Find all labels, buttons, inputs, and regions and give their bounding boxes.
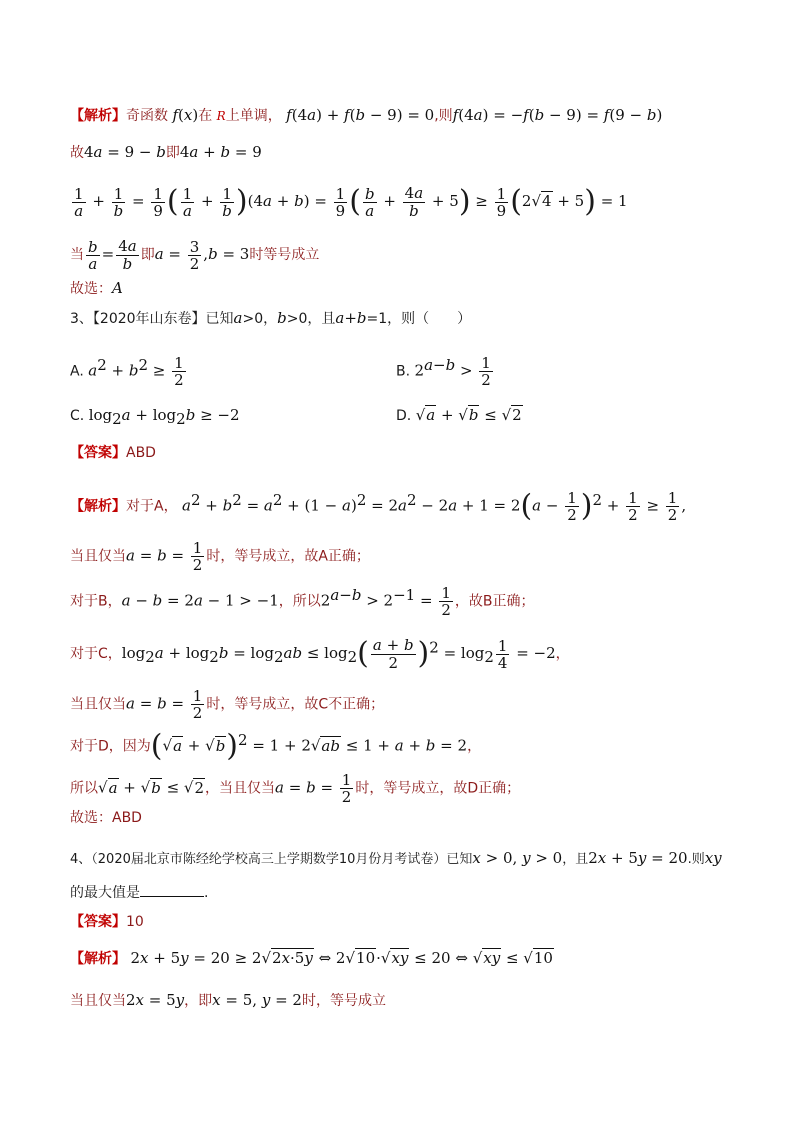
option-b: B. $2^{a-b}$ > $\frac{1}{2}$ — [396, 354, 491, 390]
solution-4-eq: 当且仅当2x = 5y，即x = 5, y = 2时，等号成立 — [70, 991, 386, 1009]
analysis-tag: 【解析】 — [70, 108, 126, 124]
answer-blank — [140, 882, 204, 897]
option-d: D. √a + √b ≤ √2 — [396, 406, 522, 424]
solution-4: 【解析】 2x + 5y = 20 ≥ 2√2x·5y ⇔ 2√10·√xy ≤ 20 ⇔ √xy ≤ √10 — [70, 949, 553, 967]
solution-d-so: 所以√a + √b ≤ √2，当且仅当a = b = $\frac{1}{2}$ 时，等号成立，故D正确； — [70, 771, 521, 806]
solution-c: 对于C，$\log_2a + \log_2b = \log_2ab \le \log_2$( $\frac{a + b}{2}$ )$^2 = \log_2$ $\frac{1}{4}$ = −2， — [70, 636, 570, 672]
solution-a-eq: 当且仅当a = b = $\frac{1}{2}$ 时，等号成立，故A正确； — [70, 539, 370, 574]
analysis-line-5: 故选：A — [70, 279, 123, 297]
analysis-line-3: $\frac{1}{a}$ + $\frac{1}{b}$ = $\frac{1}{9}$ ( $\frac{1}{a}$ + $\frac{1}{b}$ )(4a + b) = $\frac{1}{9}$ ( $\frac{b}{a}$ + $\frac{4a}{b}$ + 5) ≥ $\frac{1}{9}$ (2√4 + 5) = 1 — [74, 184, 628, 220]
solution-a: 【解析】对于A， $a^2 + b^2 = a^2 + (1 - a)^2 = 2a^2 - 2a + 1 = 2(a$ − $\frac{1}{2}$ )$^2$ + $\frac{1}{2}$ ≥ $\frac{1}{2}$ , — [70, 488, 687, 525]
solution-b: 对于B，a − b = 2a − 1 > −1，所以$2^{a-b} > 2^{-1}$ = $\frac{1}{2}$ ，故B正确； — [70, 584, 535, 620]
question-3-header: 3、【2020年山东卷】已知a>0，b>0，且a+b=1，则（ ） — [70, 309, 472, 327]
question-4-header: 4、（2020届北京市陈经纶学校高三上学期数学10月份月考试卷）已知x > 0, y > 0，且2x + 5y = 20.则xy — [70, 849, 722, 867]
solution-d: 对于D，因为$(√a + √b)^2 = 1 + 2√ab \le 1 + a + b = 2$， — [70, 728, 482, 764]
solution-c-eq: 当且仅当a = b = $\frac{1}{2}$ 时，等号成立，故C不正确； — [70, 687, 385, 722]
answer-3: 【答案】ABD — [70, 445, 156, 461]
answer-4: 【答案】10 — [70, 914, 144, 930]
analysis-line-2: 故4a = 9 − b即4a + b = 9 — [70, 143, 262, 161]
analysis-line-4: 当 $\frac{b}{a}$ = $\frac{4a}{b}$ 即a = $\frac{3}{2}$ ,b = 3时等号成立 — [70, 237, 320, 273]
analysis-line-1: 【解析】奇函数 f(x)在 R上单调， f(4a) + f(b − 9) = 0,则f(4a) = −f(b − 9) = f(9 − b) — [70, 106, 663, 124]
option-c: C. $\log_2a + \log_2b \ge -2$ — [70, 406, 240, 428]
option-a: A. $a^2 + b^2$ ≥ $\frac{1}{2}$ — [70, 354, 184, 390]
question-4-line-2: 的最大值是 . — [70, 882, 208, 903]
solution-choice: 故选：ABD — [70, 810, 142, 826]
